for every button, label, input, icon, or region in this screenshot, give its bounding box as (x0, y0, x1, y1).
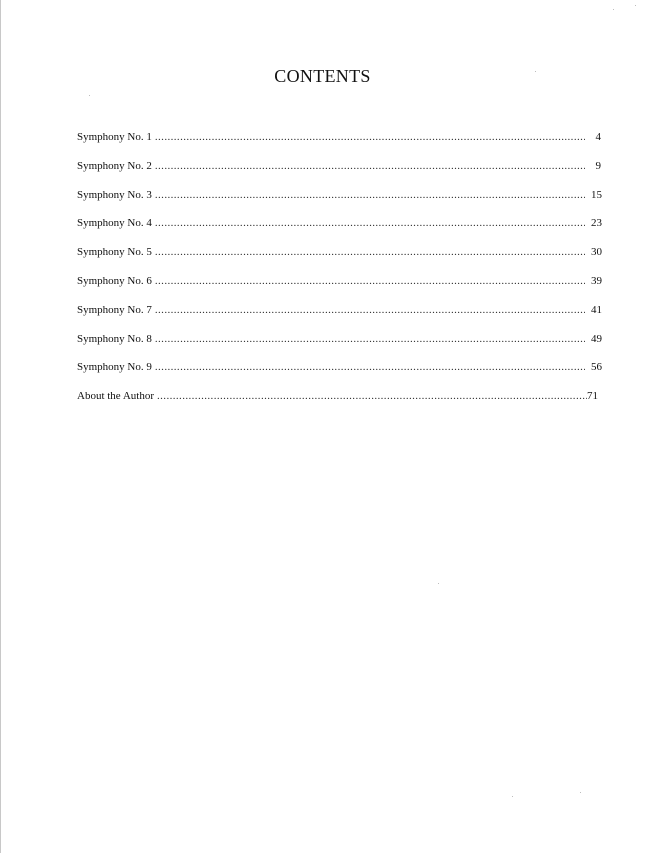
toc-entry[interactable] (77, 246, 601, 275)
toc-entry-label: About the Author (77, 390, 154, 403)
scan-speck (613, 9, 614, 10)
toc-page-number: 30 (591, 246, 602, 259)
toc-entry[interactable] (77, 304, 601, 333)
toc-entry-label: Symphony No. 1 (77, 131, 152, 143)
toc-entry-label: Symphony No. 6 (77, 274, 152, 287)
dot-leader (155, 160, 585, 172)
toc-entry-label: Symphony No. 4 (77, 217, 152, 230)
toc-page-number: 9 (595, 159, 601, 172)
dot-leader (155, 275, 585, 287)
page-title: CONTENTS (274, 66, 371, 86)
scan-speck (89, 95, 90, 96)
scan-speck (438, 583, 439, 584)
toc-entry-label: Symphony No. 5 (77, 246, 152, 259)
toc-entry[interactable] (77, 131, 601, 160)
toc-page-number: 39 (591, 274, 602, 287)
scan-edge-line (0, 0, 1, 853)
toc-page-number: 23 (591, 217, 602, 230)
toc-page-number: 49 (591, 332, 602, 345)
toc-entry-label: Symphony No. 3 (77, 188, 152, 201)
toc-page-number: 56 (591, 361, 602, 374)
dot-leader (155, 304, 585, 316)
dot-leader (155, 361, 585, 373)
toc-entry[interactable] (77, 390, 601, 419)
dot-leader (155, 333, 585, 345)
scan-speck (580, 792, 581, 793)
toc-page-number: 4 (595, 131, 601, 143)
scan-speck (535, 71, 536, 72)
toc-entry-label: Symphony No. 9 (77, 361, 152, 374)
toc-entry[interactable] (77, 217, 601, 246)
dot-leader (157, 390, 587, 402)
toc-entry-label: Symphony No. 8 (77, 332, 152, 345)
dot-leader (155, 189, 585, 201)
toc-entry[interactable] (77, 160, 601, 189)
toc-entry[interactable] (77, 189, 601, 218)
dot-leader (155, 131, 585, 143)
toc-page-number: 71 (587, 390, 598, 403)
scan-speck (512, 796, 513, 797)
toc-entry[interactable] (77, 275, 601, 304)
dot-leader (155, 246, 585, 258)
toc-entry-label: Symphony No. 7 (77, 303, 152, 316)
toc-entry[interactable] (77, 333, 601, 362)
toc-page-number: 15 (591, 188, 602, 201)
toc-entry-label: Symphony No. 2 (77, 159, 152, 172)
table-of-contents (77, 131, 601, 419)
toc-page-number: 41 (591, 303, 602, 316)
toc-entry[interactable] (77, 361, 601, 390)
scan-speck (635, 5, 636, 6)
dot-leader (155, 217, 585, 229)
